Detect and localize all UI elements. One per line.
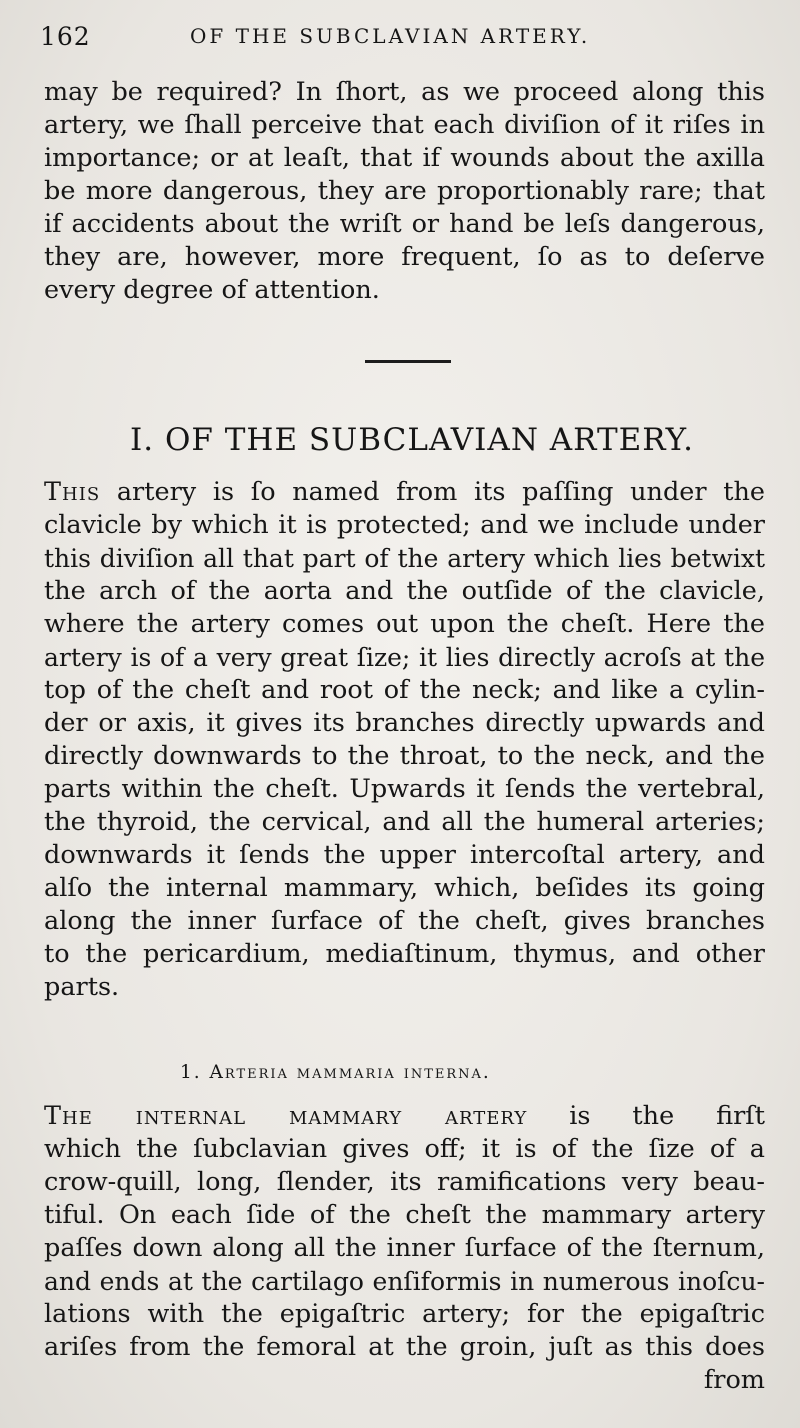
section-divider [365, 360, 451, 363]
text-line: which the ſubclavian gives off; it is of the ſize of a [44, 1134, 765, 1164]
text-line: and ends at the cartilago enſiformis in numerous inoſcu- [44, 1267, 765, 1296]
text-line: may be required? In ſhort, as we proceed along this [44, 77, 765, 107]
text-line: alſo the internal mammary, which, beſides its going [44, 873, 765, 903]
text-line: artery, we ſhall perceive that each diviſion of it riſes in [44, 110, 765, 140]
text-line: downwards it ſends the upper intercoſtal artery, and [44, 840, 765, 870]
running-head: OF THE SUBCLAVIAN ARTERY. [190, 24, 591, 48]
lead-word: This [44, 477, 101, 507]
text-line: along the inner ſurface of the cheſt, gives branches [44, 906, 765, 936]
section-paragraph [44, 476, 765, 1004]
text-line: be more dangerous, they are proportionably rare; that [44, 176, 765, 206]
text-line: der or axis, it gives its branches directly upwards and [44, 708, 765, 738]
text-line: tiful. On each ſide of the cheſt the mammary artery [44, 1200, 765, 1230]
text-line: top of the cheſt and root of the neck; and like a cylin- [44, 675, 765, 705]
page-header [40, 18, 770, 52]
lead-line-rest: artery is ſo named from its paſſing under the [100, 477, 765, 507]
text-line: where the artery comes out upon the cheſt. Here the [44, 609, 765, 639]
subsection-paragraph [44, 1100, 765, 1397]
text-line: this diviſion all that part of the artery which lies betwixt [44, 544, 765, 573]
text-line: parts. [44, 972, 120, 1002]
text-line: the arch of the aorta and the outſide of the clavicle, [44, 576, 765, 606]
text-line [44, 476, 765, 509]
text-line: crow-quill, long, ſlender, its ramifications very beau- [44, 1167, 765, 1197]
text-line: every degree of attention. [44, 275, 380, 305]
text-line: importance; or at leaſt, that if wounds about the axilla [44, 143, 765, 173]
catchword: from [703, 1365, 765, 1395]
text-line [44, 1100, 765, 1133]
intro-paragraph [44, 76, 765, 307]
subsection-title: 1. Arteria mammaria interna. [180, 1062, 491, 1083]
text-line: to the pericardium, mediaſtinum, thymus, and other [44, 939, 765, 969]
text-line: lations with the epigaſtric artery; for the epigaſtric [44, 1299, 765, 1329]
text-line: parts within the cheſt. Upwards it ſends the vertebral, [44, 774, 765, 804]
text-line: they are, however, more frequent, ſo as to deſerve [44, 242, 765, 272]
section-title: I. OF THE SUBCLAVIAN ARTERY. [130, 422, 694, 458]
page-number: 162 [40, 22, 91, 51]
text-line: directly downwards to the throat, to the neck, and the [44, 741, 765, 771]
text-line: paſſes down along all the inner ſurface of the ſternum, [44, 1233, 765, 1263]
text-line: if accidents about the wriſt or hand be leſs dangerous, [44, 209, 765, 239]
lead-caps: The internal mammary artery [44, 1101, 528, 1131]
text-line: clavicle by which it is protected; and we include under [44, 510, 765, 540]
text-line: ariſes from the femoral at the groin, juſt as this does [44, 1332, 765, 1362]
text-line: artery is of a very great ſize; it lies directly acroſs at the [44, 643, 765, 672]
lead-line-rest: is the firſt [527, 1101, 765, 1131]
text-line: the thyroid, the cervical, and all the humeral arteries; [44, 807, 765, 837]
